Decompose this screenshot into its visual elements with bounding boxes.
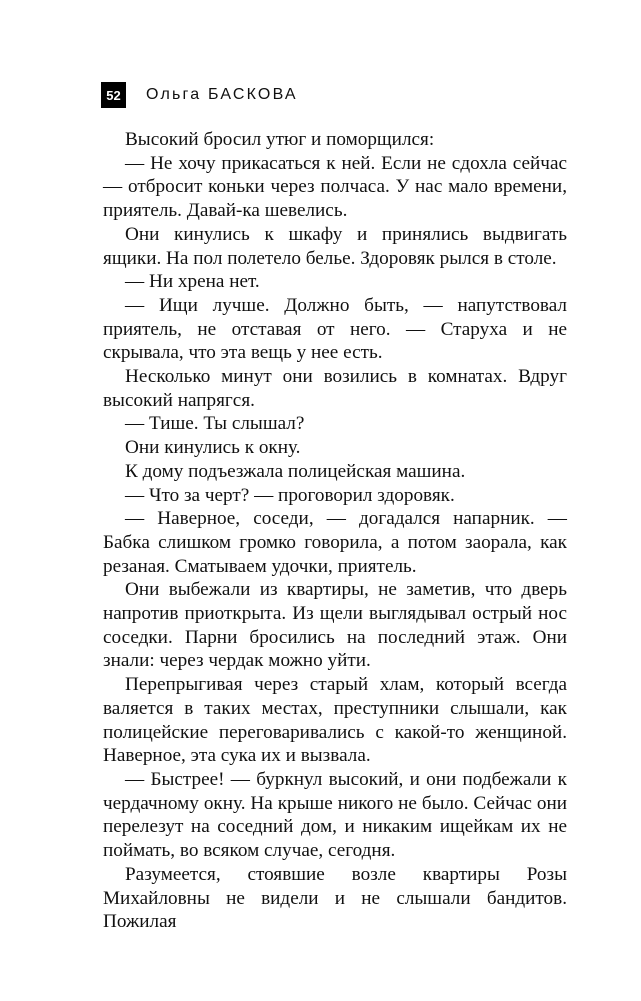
paragraph: Они кинулись к шкафу и принялись выдвигать ящики. На пол полетело белье. Здоровяк рылся в столе. [103, 223, 567, 269]
paragraph: — Ищи лучше. Должно быть, — напутствовал приятель, не отставая от него. — Старуха и не скрывала, что эта вещь у нее есть. [103, 294, 567, 364]
paragraph: — Не хочу прикасаться к ней. Если не сдохла сейчас — отбросит коньки через полчаса. У нас мало времени, приятель. Давай-ка шевелись. [103, 152, 567, 222]
paragraph: Разумеется, стоявшие возле квартиры Розы Михайловны не видели и не слышали бандитов. Пожилая [103, 863, 567, 933]
paragraph: — Быстрее! — буркнул высокий, и они подбежали к чердачному окну. На крыше никого не было. Сейчас они перелезут на соседний дом, и никаким ищейкам их не поймать, во всяком случае, сегодня. [103, 768, 567, 862]
page-number: 52 [101, 82, 126, 108]
paragraph: — Ни хрена нет. [125, 271, 260, 293]
page-header [101, 82, 298, 108]
paragraph: Несколько минут они возились в комнатах. Вдруг высокий напрягся. [103, 366, 567, 411]
paragraph: Они выбежали из квартиры, не заметив, что дверь напротив приоткрыта. Из щели выглядывал острый нос соседки. Парни бросились на последний этаж. Они знали: через чердак можно уйти. [103, 579, 567, 672]
paragraph: К дому подъезжала полицейская машина. [125, 460, 466, 482]
paragraph: Перепрыгивая через старый хлам, который всегда валяется в таких местах, преступники слышали, как полицейские переговаривались с какой-то женщиной. Наверное, эта сука их и вызвала. [103, 674, 567, 767]
paragraph: — Что за черт? — проговорил здоровяк. [125, 484, 455, 506]
running-head: Ольга БАСКОВА [146, 86, 298, 103]
paragraph: Они кинулись к окну. [125, 437, 301, 459]
paragraph: — Наверное, соседи, — догадался напарник. — Бабка слишком громко говорила, а потом заорала, как резаная. Сматываем удочки, приятель. [103, 508, 567, 577]
paragraph: — Тише. Ты слышал? [125, 413, 305, 435]
body-text [103, 128, 567, 934]
paragraph: Высокий бросил утюг и поморщился: [125, 129, 435, 150]
